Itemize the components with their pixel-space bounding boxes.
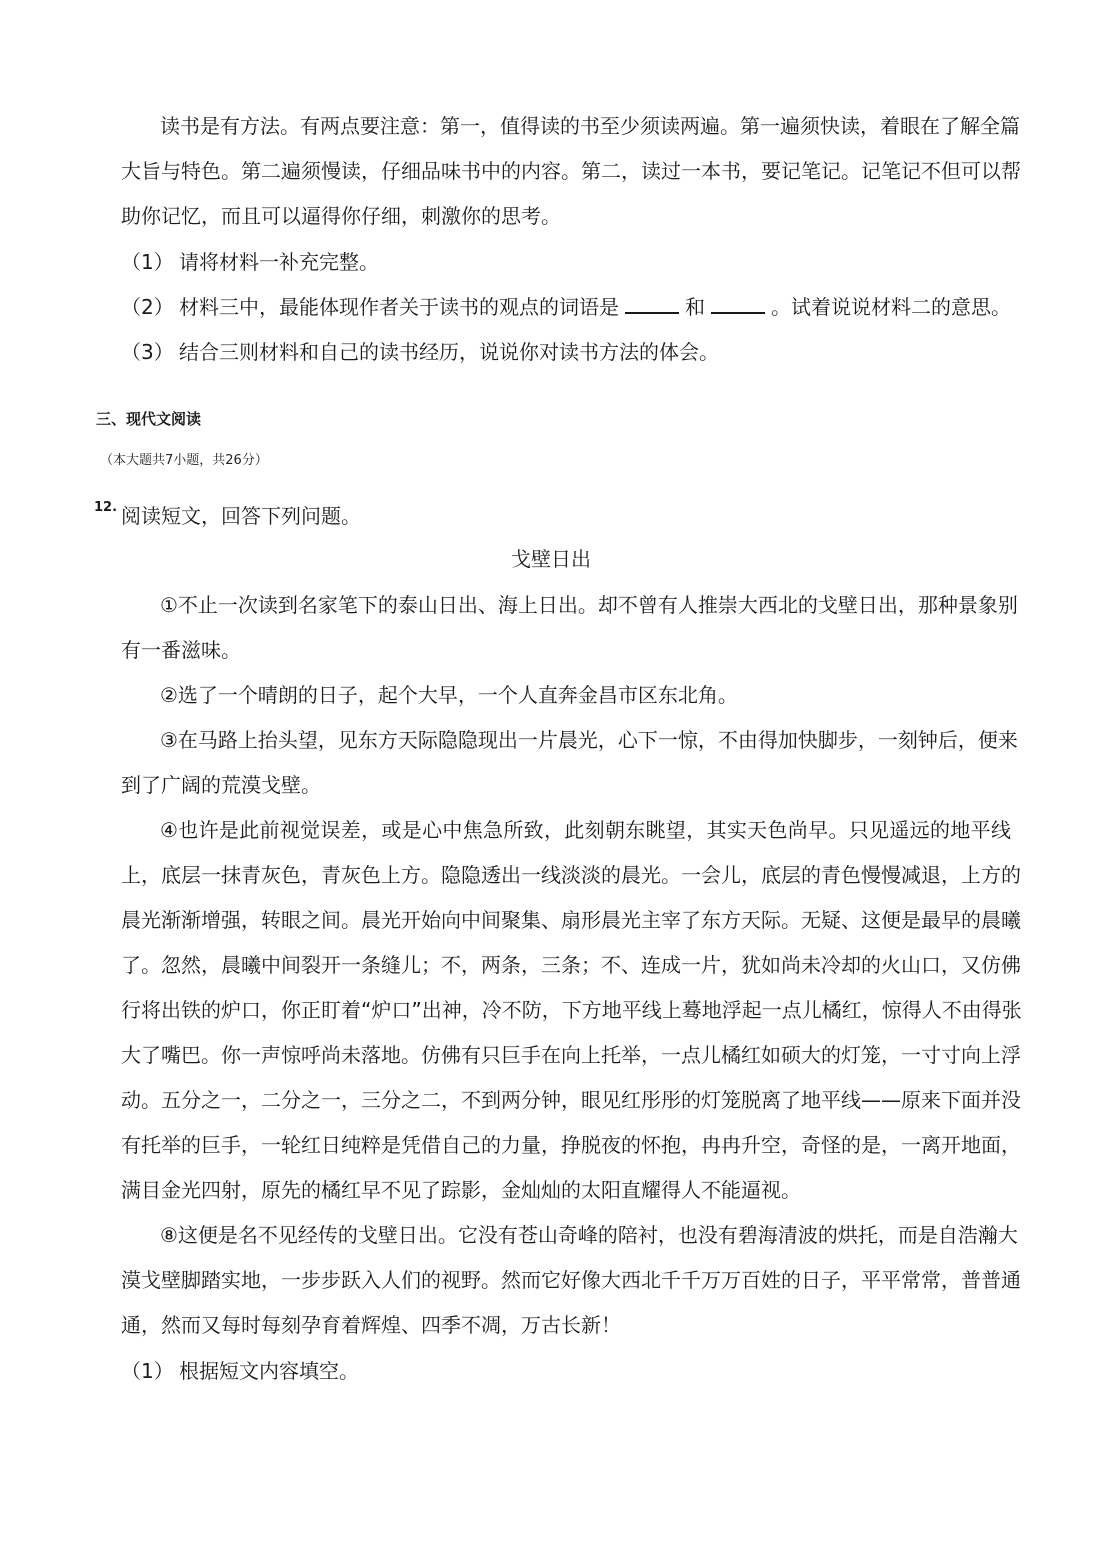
answer-blank[interactable] bbox=[625, 294, 679, 314]
passage-line: 助你记忆，而且可以逼得你仔细，刺激你的思考。 bbox=[121, 204, 561, 228]
question-number: （2） bbox=[121, 295, 174, 319]
question-text: 结合三则材料和自己的读书经历，说说你对读书方法的体会。 bbox=[179, 340, 719, 364]
article-line: 上，底层一抹青灰色，青灰色上方。隐隐透出一线淡淡的晨光。一会儿，底层的青色慢慢减退，上方的 bbox=[121, 863, 1021, 887]
article-line: 了。忽然，晨曦中间裂开一条缝儿；不，两条，三条；不、连成一片，犹如尚未冷却的火山口，又仿佛 bbox=[121, 953, 1021, 977]
article-line: 动。五分之一，二分之一，三分之二，不到两分钟，眼见红彤彤的灯笼脱离了地平线——原来下面并没 bbox=[121, 1088, 1021, 1112]
article-line: 到了广阔的荒漠戈壁。 bbox=[121, 773, 321, 797]
question-text: 。试着说说材料二的意思。 bbox=[771, 295, 1011, 319]
passage-line: 大旨与特色。第二遍须慢读，仔细品味书中的内容。第二，读过一本书，要记笔记。记笔记不但可以帮 bbox=[121, 159, 1021, 183]
article-line: 有一番滋味。 bbox=[121, 638, 241, 662]
article-line: 漠戈壁脚踏实地，一步步跃入人们的视野。然而它好像大西北千千万万百姓的日子，平平常常，普普通 bbox=[121, 1268, 1021, 1292]
question-text: 材料三中，最能体现作者关于读书的观点的词语是 bbox=[179, 295, 619, 319]
question-text: 根据短文内容填空。 bbox=[179, 1359, 359, 1383]
question-text: 请将材料一补充完整。 bbox=[179, 250, 379, 274]
article-line: 有托举的巨手，一轮红日纯粹是凭借自己的力量，挣脱夜的怀抱，冉冉升空，奇怪的是，一离开地面， bbox=[121, 1133, 1021, 1157]
question-number: （1） bbox=[121, 1359, 174, 1383]
question-number: （1） bbox=[121, 250, 174, 274]
question-number: （3） bbox=[121, 340, 174, 364]
article-line: 大了嘴巴。你一声惊呼尚未落地。仿佛有只巨手在向上托举，一点儿橘红如硕大的灯笼，一寸寸向上浮 bbox=[121, 1043, 1021, 1067]
question-text: 和 bbox=[685, 295, 705, 319]
section-title: 三、现代文阅读 bbox=[96, 410, 202, 428]
answer-blank[interactable] bbox=[711, 294, 765, 314]
article-line: 晨光渐渐增强，转眼之间。晨光开始向中间聚集、扇形晨光主宰了东方天际。无疑、这便是最早的晨曦 bbox=[121, 908, 1021, 932]
question-12-1 bbox=[121, 1357, 359, 1385]
question-11-3 bbox=[121, 338, 719, 366]
question-number-12: 12. bbox=[94, 500, 118, 515]
article-line: ③在马路上抬头望，见东方天际隐隐现出一片晨光，心下一惊，不由得加快脚步，一刻钟后，便来 bbox=[160, 728, 1018, 752]
article-title: 戈壁日出 bbox=[511, 547, 591, 571]
article-line: 通，然而又每时每刻孕育着辉煌、四季不凋，万古长新！ bbox=[121, 1313, 621, 1337]
section-subtitle: （本大题共7小题，共26分） bbox=[100, 453, 268, 468]
passage-line: 读书是有方法。有两点要注意：第一，值得读的书至少须读两遍。第一遍须快读，着眼在了解全篇 bbox=[160, 114, 1020, 138]
article-line: ④也许是此前视觉误差，或是心中焦急所致，此刻朝东眺望，其实天色尚早。只见遥远的地平线 bbox=[160, 818, 1011, 842]
article-line: ②选了一个晴朗的日子，起个大早，一个人直奔金昌市区东北角。 bbox=[160, 683, 738, 707]
article-line: 行将出铁的炉口，你正盯着“炉口”出神，冷不防，下方地平线上蓦地浮起一点儿橘红，惊得人不由得张 bbox=[121, 998, 1022, 1022]
article-line: 满目金光四射，原先的橘红早不见了踪影，金灿灿的太阳直耀得人不能逼视。 bbox=[121, 1178, 801, 1202]
article-line: ⑧这便是名不见经传的戈壁日出。它没有苍山奇峰的陪衬，也没有碧海清波的烘托，而是自浩瀚大 bbox=[160, 1223, 1018, 1247]
question-prompt: 阅读短文，回答下列问题。 bbox=[121, 504, 361, 528]
article-line: ①不止一次读到名家笔下的泰山日出、海上日出。却不曾有人推崇大西北的戈壁日出，那种景象别 bbox=[160, 593, 1018, 617]
question-11-2 bbox=[121, 293, 1011, 321]
question-11-1 bbox=[121, 248, 379, 276]
